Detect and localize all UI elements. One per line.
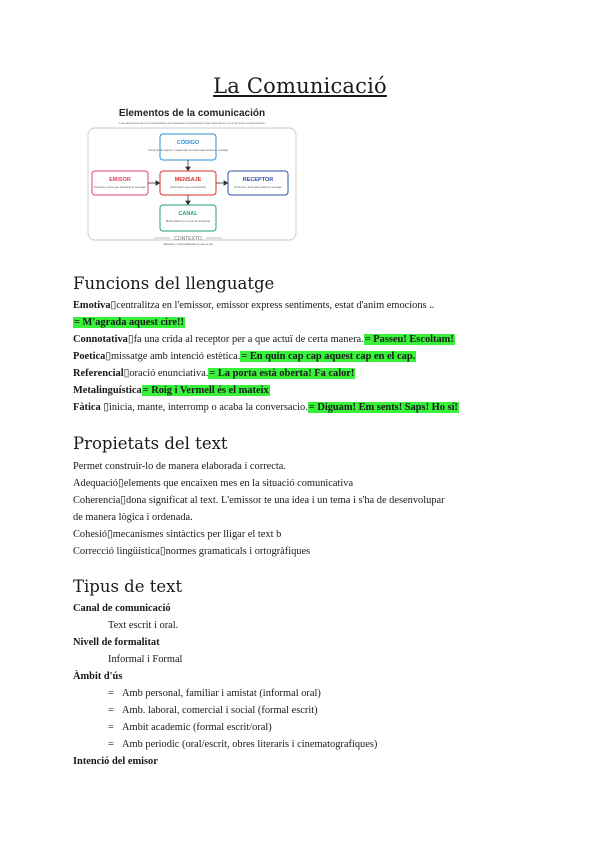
canal-desc: Medio físico por el que se transmite <box>165 219 211 223</box>
funcio-label: Emotiva <box>73 300 111 311</box>
funcio-example-highlight: = Roig i Vermell és el mateix <box>142 385 269 396</box>
tipus-ambit-label <box>73 668 122 685</box>
section-heading-funcions: Funcions del llenguatge <box>73 274 275 293</box>
funcio-text: centralitza en l'emissor, emissor express sentiments, estat d'anim emocions .. <box>116 300 435 311</box>
diagram-subheading: Los elementos de la comunicación son aquellos componentes que intervienen en el proceso comunicativo <box>119 121 265 125</box>
diagram-heading: Elementos de la comunicación <box>118 108 266 119</box>
tipus-label: Àmbit d'ús <box>73 671 123 682</box>
propietat-line: Coherencia▯dona significat al text. L'emissor te una idea i un tema i s'ha de desenvolupar <box>73 495 445 506</box>
propietat-line: de manera lògica i ordenada. <box>73 512 193 523</box>
ambit-item <box>108 736 377 753</box>
tipus-canal-label <box>73 600 171 617</box>
mensaje-label: MENSAJE <box>174 177 202 183</box>
box-glyph: ▯ <box>105 351 112 362</box>
bullet-icon: = <box>108 705 114 716</box>
bullet-icon: = <box>108 722 114 733</box>
tipus-nivell-value: Informal i Formal <box>108 654 183 665</box>
ambit-item <box>108 702 318 719</box>
funcio-example-highlight: = Passeu! Escoltam! <box>364 334 454 345</box>
funcio-text: oració enunciativa. <box>129 368 209 379</box>
section-heading-tipus: Tipus de text <box>73 577 183 596</box>
contexto-label: CONTEXTO <box>174 236 202 242</box>
box-glyph: ▯ <box>127 334 134 345</box>
mensaje-box <box>160 171 216 195</box>
funcio-emotiva-example <box>73 314 185 331</box>
funcio-example-highlight: = Diguam! Em sents! Saps! Ho sí! <box>308 402 458 413</box>
codigo-label: CÓDIGO <box>176 140 200 146</box>
funcio-label: Metalinguística <box>73 385 142 396</box>
ambit-item-text: Ambit academic (formal escrit/oral) <box>122 722 272 733</box>
emisor-desc: Persona o ente que transmite el mensaje <box>94 185 146 189</box>
page-title: La Comunicació <box>213 74 387 98</box>
funcio-text: fa una crida al receptor per a que actuï de certa manera. <box>133 334 364 345</box>
propietat-line: Permet construir-lo de manera elaborada i correcta. <box>73 461 286 472</box>
funcio-label: Poetica <box>73 351 106 362</box>
funcio-example-highlight: = La porta està oberta! Fa calor! <box>209 368 355 379</box>
section-heading-propietats: Propietats del text <box>73 434 228 453</box>
bullet-icon: = <box>108 688 114 699</box>
ambit-item <box>108 685 321 702</box>
ambit-item-text: Amb. laboral, comercial i social (formal escrit) <box>122 705 318 716</box>
funcio-label: Referencial <box>73 368 124 379</box>
receptor-box <box>228 171 288 195</box>
receptor-desc: Persona o ente que recibe el mensaje <box>234 185 282 189</box>
codigo-desc: Conjunto de signos y reglas que se usan para formar el mensaje <box>147 148 229 152</box>
emisor-box <box>92 171 148 195</box>
box-glyph: ▯ <box>110 300 117 311</box>
funcio-metalinguistica <box>73 382 270 399</box>
funcio-label: Fàtica <box>73 402 104 413</box>
ambit-item <box>108 719 272 736</box>
funcio-poetica <box>73 348 416 365</box>
tipus-label: Intenció del emisor <box>73 756 158 767</box>
propietat-line: Cohesió▯mecanismes sintàctics per lligar el text b <box>73 529 282 540</box>
tipus-label: Canal de comunicació <box>73 603 171 614</box>
canal-box <box>160 205 216 231</box>
funcio-example-highlight: = M'agrada aquest cire!! <box>74 317 184 328</box>
emisor-label: EMISOR <box>109 177 131 183</box>
codigo-box <box>160 134 216 160</box>
propietat-line: Correcció lingüística▯normes gramaticals i ortogràfiques <box>73 546 311 557</box>
receptor-label: RECEPTOR <box>242 177 274 183</box>
mensaje-desc: Información que se transmite <box>169 185 207 189</box>
propietat-line: Adequació▯elements que encaixen mes en la situació comunicativa <box>73 478 354 489</box>
funcio-example-highlight: = En quin cap cap aquest cap en el cap. <box>241 351 416 362</box>
funcio-text: inicia, mante, interromp o acaba la conversacio. <box>109 402 308 413</box>
funcio-label: Connotativa <box>73 334 128 345</box>
funcio-fatica <box>73 399 459 416</box>
communication-diagram <box>84 104 300 246</box>
canal-label: CANAL <box>178 211 198 217</box>
bullet-icon: = <box>108 739 114 750</box>
funcio-emotiva <box>73 297 434 314</box>
funcio-connotativa <box>73 331 455 348</box>
ambit-item-text: Amb periodic (oral/escrit, obres literaris i cinematografiques) <box>122 739 378 750</box>
box-glyph: ▯ <box>103 402 110 413</box>
box-glyph: ▯ <box>123 368 130 379</box>
funcio-referencial <box>73 365 355 382</box>
tipus-nivell-label <box>73 634 160 651</box>
tipus-canal-value: Text escrit i oral. <box>108 620 179 631</box>
tipus-intencio-label <box>73 753 158 770</box>
tipus-label: Nivell de formalitat <box>73 637 160 648</box>
funcio-text: missatge amb intenció estètica. <box>111 351 241 362</box>
diagram-svg <box>84 104 300 246</box>
contexto-desc: Situación o circunstancias en que se da <box>163 242 213 246</box>
ambit-item-text: Amb personal, familiar i amistat (informal oral) <box>122 688 321 699</box>
